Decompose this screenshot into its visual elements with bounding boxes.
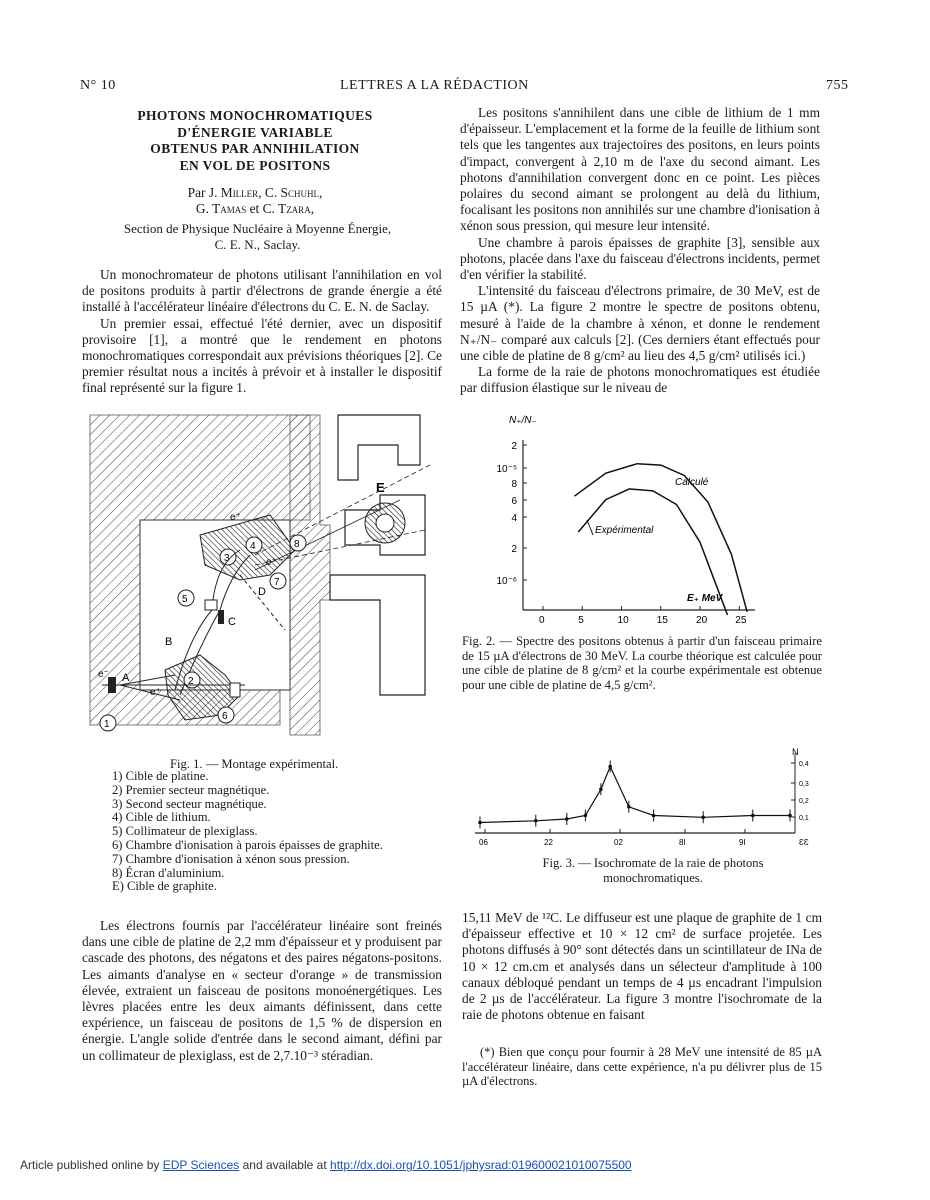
x-axis-label: E₊ MeV (687, 593, 723, 604)
isochromate-line (480, 767, 790, 823)
figure-2-caption: Fig. 2. — Spectre des positons obtenus à partir d'un faisceau primaire de 15 µA d'électrons de 30 MeV. La courbe théorique est calculée pour une cible de platine de 8 g/cm² et la courbe expérimentale est obtenue pour une cible de platine de 4,5 g/cm². (462, 634, 822, 692)
x-tick-label: 8I (679, 838, 686, 847)
figure-1-legend (112, 770, 383, 894)
author-name: C. Tzara (262, 201, 311, 216)
x-tick-label: 25 (735, 615, 747, 625)
y-tick-label: 0,3 (799, 781, 809, 788)
legend-item: 3) Second secteur magnétique. (112, 796, 267, 811)
data-point (534, 819, 538, 823)
publisher-footer (20, 1158, 632, 1172)
y-tick-label: 6 (511, 496, 517, 507)
legend-item: 8) Écran d'aluminium. (112, 865, 225, 880)
footer-text: Article published online by (20, 1158, 160, 1172)
label-eplus: e⁺ (150, 687, 161, 698)
page-number: 755 (826, 78, 849, 93)
affiliation (85, 221, 430, 252)
legend-item: 5) Collimateur de plexiglass. (112, 824, 258, 839)
author-name: C. Schuhl (264, 185, 319, 200)
affiliation-line: Section de Physique Nucléaire à Moyenne Énergie, (123, 221, 392, 236)
author-name: G. Tamas (195, 201, 247, 216)
data-point (701, 815, 705, 819)
y-axis-label: N₊/N₋ (509, 415, 537, 426)
data-point (608, 765, 612, 769)
label-eminus: e⁻ (98, 669, 109, 680)
author-name: Miller (220, 185, 259, 200)
page-header-issue: N° 10 (80, 78, 116, 93)
figure-1-apparatus-diagram (80, 405, 440, 745)
series-label: Expérimental (595, 525, 654, 536)
data-point (565, 817, 569, 821)
bottom-left-text (82, 918, 442, 1064)
x-tick-label: 02 (614, 838, 623, 847)
label-8: 8 (294, 539, 300, 550)
legend-item: 4) Cible de lithium. (112, 810, 211, 825)
footer-text: and available at (242, 1158, 327, 1172)
paragraph: 15,11 MeV de ¹²C. Le diffuseur est une plaque de graphite de 1 cm d'épaisseur effective et 10 × 12 cm² de surface projetée. Les photons diffusés à 90° sont détectés dans un scintillateur de INa de 10 × 12 cm.cm et analysés dans un sélecteur d'amplitude à 100 canaux débloqué pendant un temps de 4 µs encadrant l'impulsion de 2 µs de l'accélérateur. La figure 3 montre l'isochromate de la raie de photons obtenue en faisant (462, 910, 822, 1023)
x-tick-label: ƐƐ (799, 838, 809, 847)
legend-item: E) Cible de graphite. (112, 879, 217, 894)
page-header-title: LETTRES A LA RÉDACTION (340, 78, 529, 93)
title-line: PHOTONS MONOCHROMATIQUES (137, 108, 373, 123)
label-2: 2 (188, 676, 194, 687)
figure-1-caption: Fig. 1. — Montage expérimental. (170, 757, 339, 771)
legend-item: 6) Chambre d'ionisation à parois épaisses de graphite. (112, 837, 383, 852)
x-tick-label: 22 (544, 838, 553, 847)
label-B: B (165, 636, 173, 648)
x-tick-label: 9I (739, 838, 746, 847)
label-3: 3 (224, 553, 230, 564)
y-tick-label: 0,2 (799, 798, 809, 805)
legend-item: 7) Chambre d'ionisation à xénon sous pression. (112, 851, 350, 866)
y-tick-label: 10⁻⁵ (496, 464, 517, 475)
label-C: C (228, 616, 236, 628)
y-tick-label: 10⁻⁶ (496, 576, 517, 587)
label-5: 5 (182, 594, 188, 605)
x-tick-label: 20 (696, 615, 708, 625)
edp-sciences-link[interactable]: EDP Sciences (162, 1158, 240, 1172)
series-line-calculé (574, 464, 747, 612)
paragraph: La forme de la raie de photons monochromatiques est étudiée par diffusion élastique sur le niveau de (460, 364, 820, 396)
y-tick-label: 4 (511, 513, 517, 524)
label-D: D (258, 586, 266, 598)
doi-link[interactable]: http://dx.doi.org/10.1051/jphysrad:019600021010075500 (330, 1158, 632, 1172)
x-tick-label: 06 (479, 838, 488, 847)
series-label: Calculé (675, 477, 709, 488)
figure-3-isochromate-chart (465, 745, 825, 850)
y-tick-label: 2 (511, 441, 517, 452)
paragraph: L'intensité du faisceau d'électrons primaire, de 30 MeV, est de 15 µA (*). La figure 2 montre le spectre de positons obtenu, mesuré à l'aide de la chambre à xénon, et donne le rendement N₊/N₋ comparé aux calculs [2]. (Ces derniers étant effectués pour une cible de platine de 8 g/cm² au lieu des 4,5 g/cm² utilisés ici.) (460, 283, 820, 364)
paragraph: Les électrons fournis par l'accélérateur linéaire sont freinés dans une cible de platine de 2,2 mm d'épaisseur et y produisent par cascade des photons, des négatons et des paires négatons-positons. Les aimants d'analyse en « secteur d'orange » de transmission élevée, extraient un faisceau de positons monoénergétiques. Les lèvres placées entre les deux aimants définissent, dans cette expérience, un faisceau de positons de 1,5 % de dispersion en énergie. L'angle solide d'entrée dans le second aimant, défini par un collimateur de plexiglass, est de 2,7.10⁻³ stéradian. (82, 918, 442, 1063)
data-point (788, 814, 792, 818)
y-tick-label: 8 (511, 479, 517, 490)
y-tick-label: 2 (511, 544, 517, 555)
x-tick-label: 10 (617, 615, 629, 625)
paragraph: Un monochromateur de photons utilisant l'annihilation en vol de positons produits à partir d'électrons de grande énergie a été installé à l'accélérateur linéaire d'électrons du C. E. N. de Saclay. (82, 267, 442, 315)
label-4: 4 (250, 541, 256, 552)
paragraph: Une chambre à parois épaisses de graphite [3], sensible aux photons, placée dans l'axe du faisceau d'électrons incidents, permet d'en vérifier la stabilité. (460, 234, 820, 283)
label-eplus: e⁺ (266, 557, 277, 568)
legend-item: 2) Premier secteur magnétique. (112, 782, 270, 797)
title-line: EN VOL DE POSITONS (179, 157, 331, 173)
y-tick-label: 0,1 (799, 815, 809, 822)
x-tick-label: 5 (578, 615, 584, 625)
label-A: A (122, 672, 130, 684)
data-point (652, 814, 656, 818)
label-E: E (376, 480, 385, 495)
footnote (462, 1045, 822, 1089)
series-label-pointer (587, 520, 593, 535)
right-column-text (460, 105, 820, 397)
y-axis-label: N (792, 747, 799, 757)
data-point (751, 814, 755, 818)
title-line: OBTENUS PAR ANNIHILATION (150, 141, 360, 156)
author-list: Par J. Miller, C. Schuhl, G. Tamas et C. Tzara, (187, 185, 323, 216)
x-tick-label: 0 (539, 615, 545, 625)
label-1: 1 (104, 719, 110, 730)
author-conjunction: et (249, 201, 260, 216)
article-title (95, 108, 415, 174)
y-tick-label: 0,4 (799, 761, 809, 768)
intro-text (82, 267, 442, 397)
paragraph: Un premier essai, effectué l'été dernier, avec un dispositif provisoire [1], a montré que le rendement en photons monochromatiques correspondait aux prévisions théoriques [2]. Ce premier résultat nous a incités à prévoir et à installer le dispositif final représenté sur la figure 1. (82, 315, 442, 396)
data-point (599, 787, 603, 791)
legend-item: 1) Cible de platine. (112, 769, 209, 783)
label-6: 6 (222, 711, 228, 722)
paragraph: Les positons s'annihilent dans une cible de lithium de 1 mm d'épaisseur. L'emplacement et la forme de la feuille de lithium sont tels que les tangentes aux trajectoires des positons, en leurs points d'impact, convergent à 2,10 m de l'axe du second aimant. Les photons d'annihilation convergent donc en ce point. Les pièces polaires du second aimant se prolongent au delà du lithium, focalisant les positons non annihilés sur une chambre d'ionisation à xénon sous pression, qui mesure leur intensité. (460, 105, 820, 234)
bottom-right-text (462, 910, 822, 1023)
title-line: D'ÉNERGIE VARIABLE (177, 124, 333, 140)
x-tick-label: 15 (656, 615, 668, 625)
data-point (478, 821, 482, 825)
label-eplus: e⁺ (230, 512, 241, 523)
label-7: 7 (274, 577, 280, 588)
data-point (627, 805, 631, 809)
affiliation-line: C. E. N., Saclay. (214, 236, 301, 252)
author-prefix: Par J. (187, 185, 218, 200)
data-point (584, 814, 588, 818)
figure-2-positron-spectrum-chart (495, 405, 795, 625)
footnote-text: (*) Bien que conçu pour fournir à 28 MeV une intensité de 85 µA l'accélérateur linéaire, dans cette expérience, n'a pu délivrer plus de 15 µA d'électrons. (462, 1045, 822, 1088)
figure-3-caption: Fig. 3. — Isochromate de la raie de photons monochromatiques. (542, 856, 764, 885)
